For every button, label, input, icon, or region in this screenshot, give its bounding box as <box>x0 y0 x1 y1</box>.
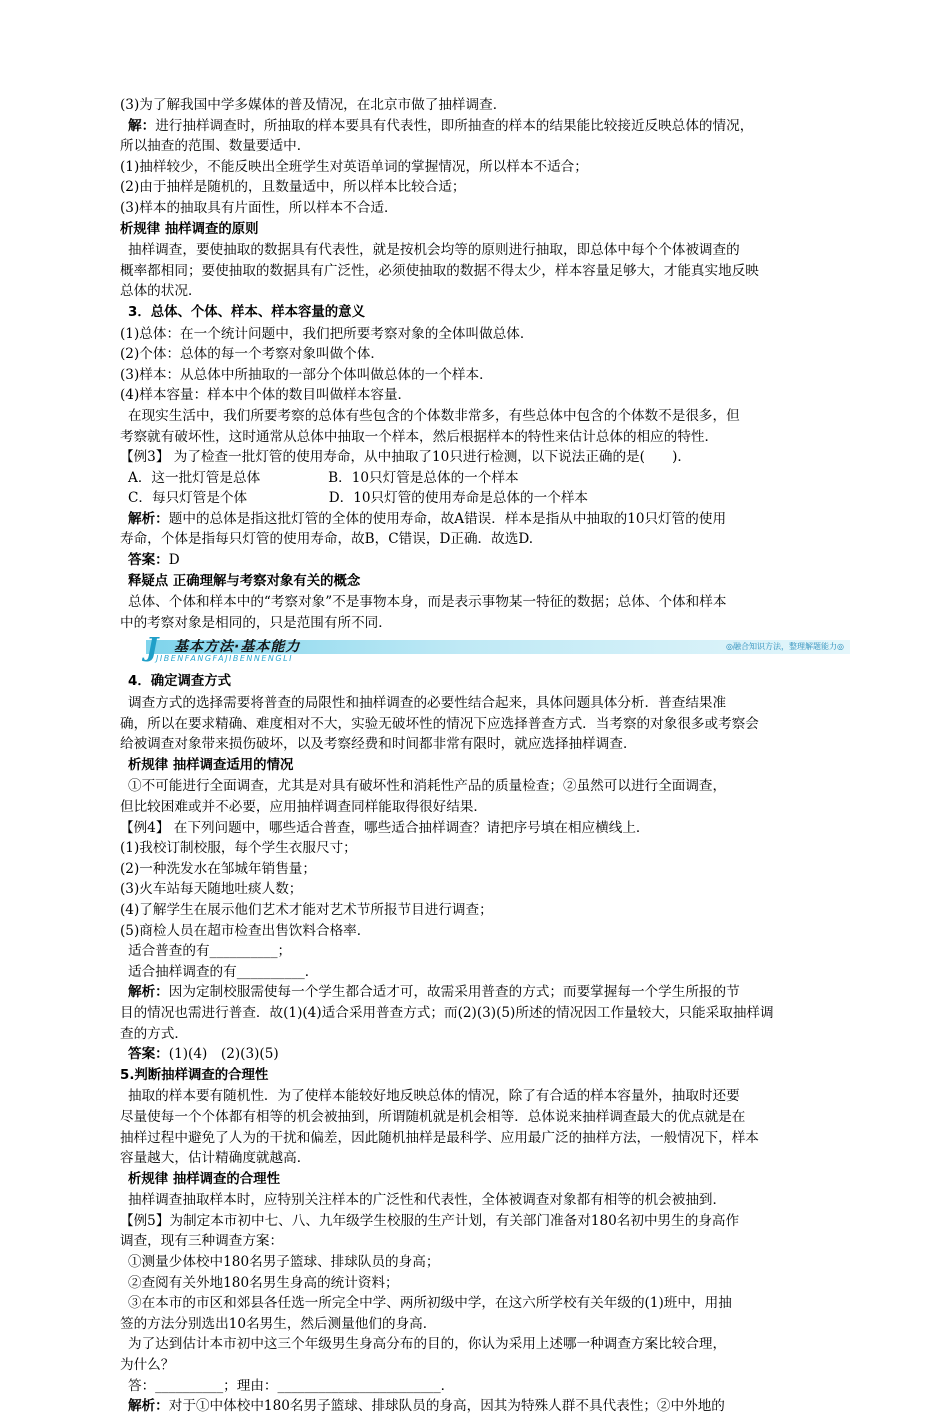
text-line <box>120 941 862 962</box>
text-line <box>120 734 862 755</box>
text-line <box>120 385 862 406</box>
text-line <box>120 177 862 198</box>
line-text: 适合普查的有__________； <box>128 943 292 960</box>
line-text: (1)总体：在一个统计问题中，我们把所要考察对象的全体叫做总体． <box>120 325 534 342</box>
text-line <box>120 136 862 157</box>
section-heading: 析规律 抽样调查的合理性 <box>128 1171 280 1187</box>
line-text: 【例4】 在下列问题中，哪些适合普查，哪些适合抽样调查？请把序号填在相应横线上． <box>120 819 650 836</box>
line-text: ①不可能进行全面调查，尤其是对具有破坏性和消耗性产品的质量检查；②虽然可以进行全面调查， <box>128 778 727 795</box>
bold-lead: 答案： <box>128 552 169 569</box>
line-text: 所以抽查的范围、数量要适中． <box>120 138 311 155</box>
text-line <box>120 427 862 448</box>
line-text: (1)(4) (2)(3)(5) <box>168 1046 279 1063</box>
text-line <box>120 592 862 613</box>
text-block-bottom <box>120 671 862 1416</box>
text-line <box>120 982 862 1003</box>
line-text: 尽量使每一个个体都有相等的机会被抽到，所谓随机就是机会相等．总体说来抽样调查最大的优点就是在 <box>120 1108 746 1125</box>
text-line <box>120 776 862 797</box>
line-text: (4)样本容量：样本中个体的数目叫做样本容量． <box>120 387 412 404</box>
text-line <box>120 198 862 219</box>
text-line <box>120 671 862 693</box>
text-line <box>120 302 862 324</box>
text-line <box>120 755 862 777</box>
text-line <box>120 613 862 634</box>
text-line <box>120 1024 862 1045</box>
line-text: 总体、个体和样本中的“考察对象”不是事物本身，而是表示事物某一特征的数据；总体、个体和样本 <box>128 594 727 611</box>
text-line <box>120 879 862 900</box>
text-line <box>120 1334 862 1355</box>
line-text: 容量越大，估计精确度就越高． <box>120 1150 311 1167</box>
text-line <box>120 818 862 839</box>
line-text: 确，所以在要求精确、难度相对不大，实验无破坏性的情况下应选择普查方式．当考察的对象很多或考察会 <box>120 715 759 732</box>
line-text: 答：__________；理由：________________________． <box>128 1377 455 1394</box>
text-line <box>120 1211 862 1232</box>
text-line <box>120 797 862 818</box>
text-line <box>120 1252 862 1273</box>
line-text: 总体的状况． <box>120 283 202 300</box>
section-heading: 5.判断抽样调查的合理性 <box>120 1067 269 1083</box>
line-text: (3)为了解我国中学多媒体的普及情况，在北京市做了抽样调查． <box>120 97 507 113</box>
line-text: 抽样调查抽取样本时，应特别关注样本的广泛性和代表性，全体被调查对象都有相等的机会被抽到． <box>128 1192 727 1209</box>
line-text: 调查方式的选择需要将普查的局限性和抽样调查的必要性结合起来，具体问题具体分析．普查结果准 <box>128 695 727 712</box>
text-line <box>120 900 862 921</box>
text-line <box>120 859 862 880</box>
line-text: (3)样本：从总体中所抽取的一部分个体叫做总体的一个样本． <box>120 366 493 383</box>
banner-logo: J <box>146 633 159 664</box>
text-line <box>120 1169 862 1191</box>
text-line <box>120 1128 862 1149</box>
line-text: 目的情况也需进行普查．故(1)(4)适合采用普查方式；而(2)(3)(5)所述的情况因工作量较大，只能采取抽样调 <box>120 1004 774 1021</box>
text-line <box>120 1086 862 1107</box>
text-line <box>120 157 862 178</box>
text-line <box>120 693 862 714</box>
line-text: 寿命，个体是指每只灯管的使用寿命，故B，C错误，D正确．故选D. <box>120 531 534 548</box>
section-banner <box>120 635 862 665</box>
line-text: (2)一种洗发水在邹城年销售量； <box>120 860 316 877</box>
line-text: 考察就有破坏性，这时通常从总体中抽取一个样本，然后根据样本的特性来估计总体的相应的特性． <box>120 428 719 445</box>
text-line <box>120 550 862 571</box>
banner-pinyin: JIBENFANGFAJIBENNENGLI <box>156 654 293 664</box>
line-text: (3)样本的抽取具有片面性，所以样本不合适． <box>120 199 398 216</box>
text-line <box>120 324 862 345</box>
line-text: 调查，现有三种调查方案： <box>120 1233 284 1250</box>
line-text: ①测量少体校中180名男子篮球、排球队员的身高； <box>128 1254 440 1271</box>
text-line <box>120 116 862 137</box>
text-line <box>120 1190 862 1211</box>
text-line <box>120 571 862 593</box>
line-text: 签的方法分别选出10名男生，然后测量他们的身高． <box>120 1315 437 1332</box>
text-line <box>120 261 862 282</box>
text-line <box>120 1396 862 1417</box>
line-text: 适合抽样调查的有__________． <box>128 963 319 980</box>
line-text: A．这一批灯管是总体 B．10只灯管是总体的一个样本 <box>128 469 519 486</box>
text-line <box>120 1044 862 1065</box>
text-line <box>120 714 862 735</box>
line-text: 因为定制校服需使每一个学生都合适才可，故需采用普查的方式；而要掌握每一个学生所报的节 <box>168 984 740 1001</box>
line-text: 但比较困难或并不必要，应用抽样调查同样能取得很好结果． <box>120 799 488 815</box>
bold-lead: 答案： <box>128 1046 169 1063</box>
line-text: 抽样过程中避免了人为的干扰和偏差，因此随机抽样是最科学、应用最广泛的抽样方法，一般情况下，样本 <box>120 1129 759 1146</box>
line-text: ③在本市的市区和郊县各任选一所完全中学、两所初级中学，在这六所学校有关年级的(1)班中，用抽 <box>128 1295 732 1312</box>
line-text: 在现实生活中，我们所要考察的总体有些包含的个体数非常多，有些总体中包含的个体数不是很多，但 <box>128 407 740 424</box>
text-line <box>120 281 862 302</box>
text-line <box>120 1376 862 1397</box>
section-heading: 析规律 抽样调查适用的情况 <box>128 757 294 773</box>
text-line <box>120 1314 862 1335</box>
line-text: 中的考察对象是相同的，只是范围有所不同． <box>120 614 392 631</box>
bold-lead: 解析： <box>128 1398 169 1415</box>
text-line <box>120 921 862 942</box>
text-line <box>120 1231 862 1252</box>
line-text: (1)抽样较少，不能反映出全班学生对英语单词的掌握情况，所以样本不适合； <box>120 158 588 175</box>
text-line <box>120 1107 862 1128</box>
section-heading: 4．确定调查方式 <box>128 674 232 690</box>
banner-slogan: ◎融合知识方法，整理解题能力◎ <box>726 642 844 652</box>
text-line <box>120 1003 862 1024</box>
line-text: (3)火车站每天随地吐痰人数； <box>120 881 303 898</box>
text-block-top <box>120 95 862 633</box>
line-text: 【例3】 为了检查一批灯管的使用寿命，从中抽取了10只进行检测，以下说法正确的是( )． <box>120 449 692 466</box>
text-line <box>120 95 862 116</box>
line-text: 查的方式． <box>120 1025 188 1042</box>
line-text: (1)我校订制校服，每个学生衣服尺寸； <box>120 840 357 857</box>
text-line <box>120 468 862 489</box>
line-text: D <box>168 552 180 569</box>
text-line <box>120 962 862 983</box>
text-line <box>120 1273 862 1294</box>
bold-lead: 解： <box>128 117 156 134</box>
line-text: (5)商检人员在超市检查出售饮料合格率． <box>120 922 371 939</box>
text-line <box>120 447 862 468</box>
text-line <box>120 1065 862 1087</box>
page-content <box>120 95 862 1417</box>
section-heading: 释疑点 正确理解与考察对象有关的概念 <box>128 573 361 589</box>
banner-title: 基本方法·基本能力 <box>174 639 301 656</box>
bold-lead: 解析： <box>128 510 169 527</box>
line-text: 进行抽样调查时，所抽取的样本要具有代表性，即所抽查的样本的结果能比较接近反映总体的情况， <box>155 117 754 134</box>
line-text: 为了达到估计本市初中这三个年级男生身高分布的目的，你认为采用上述哪一种调查方案比较合理， <box>128 1336 727 1353</box>
line-text: C．每只灯管是个体 D．10只灯管的使用寿命是总体的一个样本 <box>128 490 589 507</box>
text-line <box>120 344 862 365</box>
line-text: ②查阅有关外地180名男生身高的统计资料； <box>128 1274 399 1291</box>
section-heading: 3．总体、个体、样本、样本容量的意义 <box>128 304 365 320</box>
line-text: 给被调查对象带来损伤破坏，以及考察经费和时间都非常有限时，就应选择抽样调查． <box>120 736 637 753</box>
line-text: 抽样调查，要使抽取的数据具有代表性，就是按机会均等的原则进行抽取，即总体中每个个体被调查的 <box>128 242 740 259</box>
text-line <box>120 488 862 509</box>
bold-lead: 解析： <box>128 984 169 1001</box>
text-line <box>120 509 862 530</box>
line-text: 为什么？ <box>120 1357 175 1374</box>
section-heading: 析规律 抽样调查的原则 <box>120 221 259 237</box>
line-text: (2)个体：总体的每一个考察对象叫做个体． <box>120 346 384 363</box>
line-text: (4)了解学生在展示他们艺术才能对艺术节所报节目进行调查； <box>120 901 493 918</box>
text-line <box>120 1148 862 1169</box>
text-line <box>120 219 862 241</box>
text-line <box>120 240 862 261</box>
line-text: 【例5】为制定本市初中七、八、九年级学生校服的生产计划，有关部门准备对180名初中男生的身高作 <box>120 1212 740 1229</box>
line-text: 概率都相同；要使抽取的数据具有广泛性，必须使抽取的数据不得太少，样本容量足够大，才能真实地反映 <box>120 262 759 279</box>
text-line <box>120 1293 862 1314</box>
line-text: 对于①中体校中180名男子篮球、排球队员的身高，因其为特殊人群不具代表性；②中外地的 <box>168 1398 725 1415</box>
line-text: 抽取的样本要有随机性．为了使样本能较好地反映总体的情况，除了有合适的样本容量外，抽取时还要 <box>128 1088 740 1105</box>
text-line <box>120 365 862 386</box>
text-line <box>120 529 862 550</box>
line-text: (2)由于抽样是随机的，且数量适中，所以样本比较合适； <box>120 179 466 196</box>
text-line <box>120 838 862 859</box>
line-text: 题中的总体是指这批灯管的全体的使用寿命，故A错误．样本是指从中抽取的10只灯管的使用 <box>168 510 727 527</box>
text-line <box>120 406 862 427</box>
text-line <box>120 1355 862 1376</box>
